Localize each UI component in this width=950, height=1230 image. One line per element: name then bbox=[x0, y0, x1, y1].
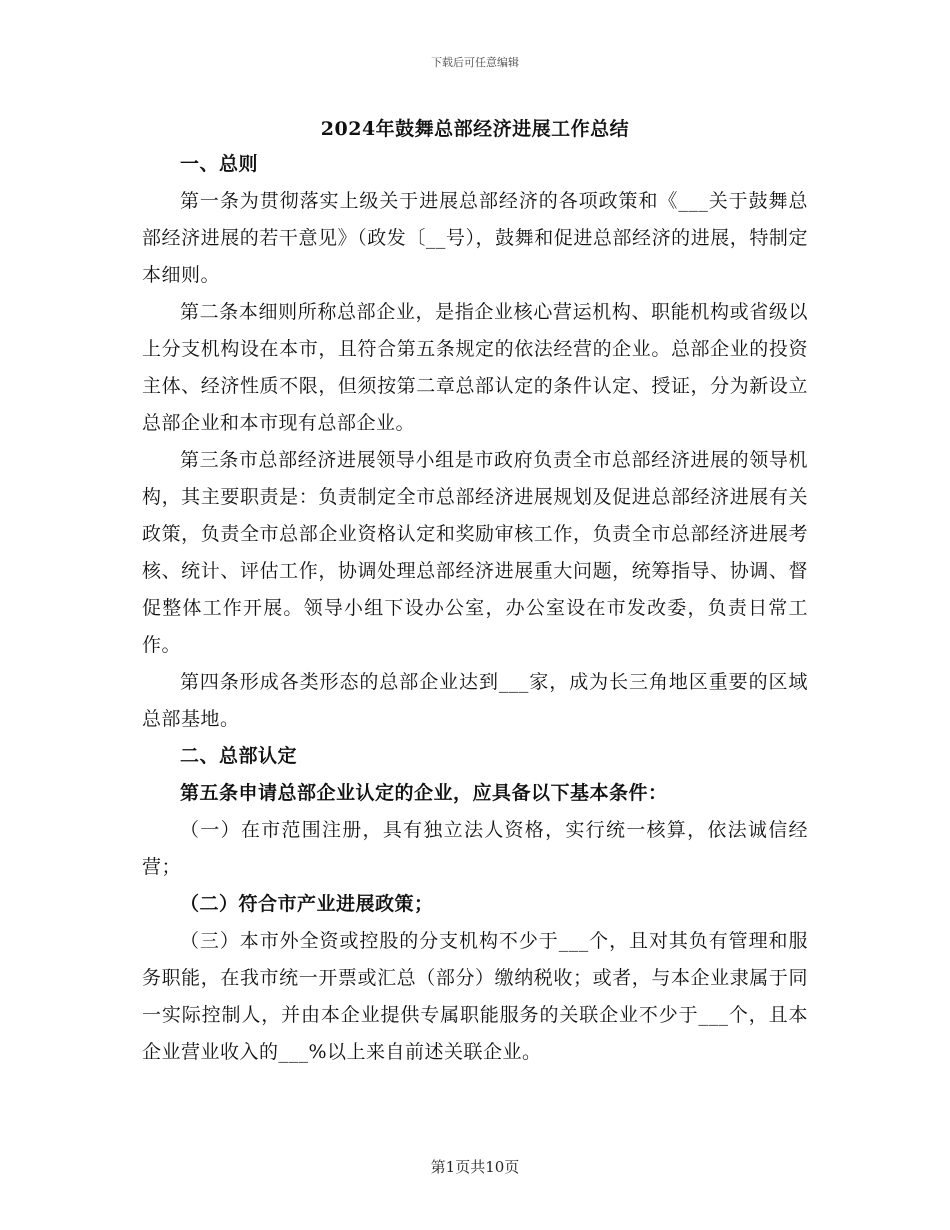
document-body bbox=[142, 146, 808, 1071]
paragraph: （一）在市范围注册，具有独立法人资格，实行统一核算，依法诚信经营； bbox=[142, 819, 808, 878]
paragraph: 第一条为贯彻落实上级关于进展总部经济的各项政策和《___关于鼓舞总部经济进展的若干意见》（政发〔__号），鼓舞和促进总部经济的进展，特制定本细则。 bbox=[142, 190, 808, 286]
page-number: 第1页共10页 bbox=[430, 1158, 520, 1176]
document-title: 2024年鼓舞总部经济进展工作总结 bbox=[320, 118, 630, 140]
paragraph: 第四条形成各类形态的总部企业达到___家，成为长三角地区重要的区域总部基地。 bbox=[142, 671, 808, 730]
paragraph-bold: （二）符合市产业进展政策； bbox=[180, 893, 434, 915]
paragraph: 第二条本细则所称总部企业，是指企业核心营运机构、职能机构或省级以上分支机构设在本市，且符合第五条规定的依法经营的企业。总部企业的投资主体、经济性质不限，但须按第二章总部认定的条件认定、授证，分为新设立总部企业和本市现有总部企业。 bbox=[142, 301, 808, 434]
article-heading: 第五条申请总部企业认定的企业，应具备以下基本条件： bbox=[180, 782, 668, 804]
paragraph: 第三条市总部经济进展领导小组是市政府负责全市总部经济进展的领导机构，其主要职责是：负责制定全市总部经济进展规划及促进总部经济进展有关政策，负责全市总部企业资格认定和奖励审核工作，负责全市总部经济进展考核、统计、评估工作，协调处理总部经济进展重大问题，统筹指导、协调、督促整体工作开展。领导小组下设办公室，办公室设在市发改委，负责日常工作。 bbox=[142, 449, 808, 656]
paragraph: （三）本市外全资或控股的分支机构不少于___个，且对其负有管理和服务职能，在我市统一开票或汇总（部分）缴纳税收；或者，与本企业隶属于同一实际控制人，并由本企业提供专属职能服务的关联企业不少于___个，且本企业营业收入的___%以上来自前述关联企业。 bbox=[142, 930, 808, 1063]
section-heading: 二、总部认定 bbox=[180, 745, 298, 767]
section-heading: 一、总则 bbox=[180, 153, 259, 175]
header-note: 下载后可任意编辑 bbox=[431, 56, 519, 69]
